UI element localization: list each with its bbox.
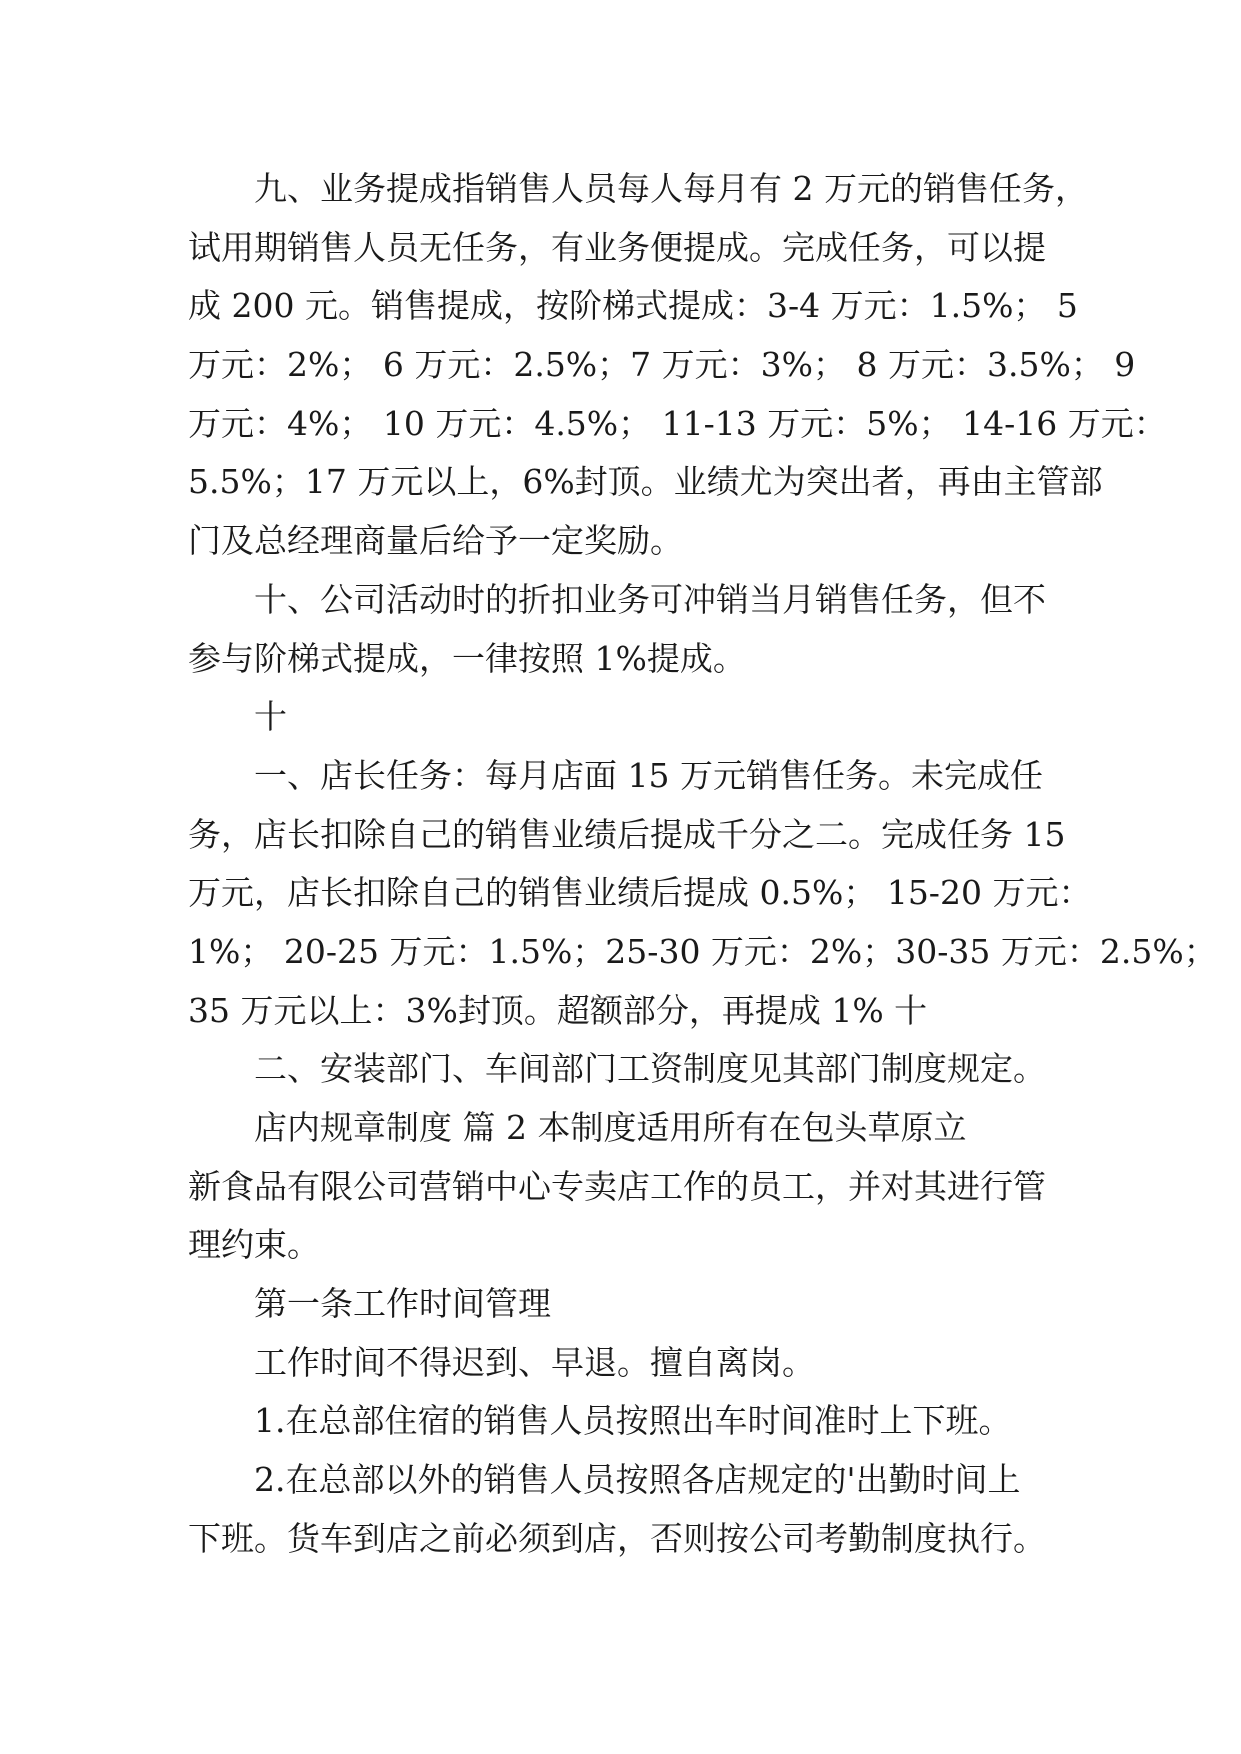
- paragraph-item-1: [188, 1392, 1088, 1451]
- paragraph-12: [188, 1040, 1088, 1099]
- text-line: 1.在总部住宿的销售人员按照出车时间准时上下班。: [254, 1401, 1012, 1441]
- text-line: 店内规章制度 篇 2 本制度适用所有在包头草原立: [254, 1108, 967, 1147]
- text-line: 万元：4%； 10 万元：4.5%； 11-13 万元：5%； 14-16 万元：: [188, 403, 1167, 443]
- text-line: 万元：2%； 6 万元：2.5%；7 万元：3%； 8 万元：3.5%； 9: [188, 345, 1136, 385]
- paragraph-work-time: [188, 1334, 1088, 1393]
- paragraph-section-2-intro: [188, 1099, 1088, 1275]
- text-line: 九、业务提成指销售人员每人每月有 2 万元的销售任务，: [254, 169, 1088, 208]
- text-line: 35 万元以上：3%封顶。超额部分，再提成 1% 十: [188, 990, 928, 1030]
- paragraph-11: [188, 747, 1217, 1040]
- text-line: 第一条工作时间管理: [254, 1284, 551, 1324]
- text-line: 2.在总部以外的销售人员按照各店规定的'出勤时间上: [254, 1460, 1021, 1500]
- text-line: 十、公司活动时的折扣业务可冲销当月销售任务，但不: [254, 579, 1046, 619]
- text-line: 十: [254, 697, 287, 737]
- text-line: 试用期销售人员无任务，有业务便提成。完成任务，可以提: [188, 227, 1046, 267]
- text-line: 1%； 20-25 万元：1.5%；25-30 万元：2%；30-35 万元：2.5%；: [188, 931, 1217, 971]
- paragraph-item-2: [188, 1451, 1088, 1568]
- paragraph-11-heading: [188, 688, 1088, 747]
- text-line: 下班。货车到店之前必须到店，否则按公司考勤制度执行。: [188, 1518, 1046, 1558]
- text-line: 门及总经理商量后给予一定奖励。: [188, 521, 683, 561]
- text-line: 5.5%；17 万元以上，6%封顶。业绩尤为突出者，再由主管部: [188, 462, 1103, 502]
- document-body: [188, 160, 1217, 1569]
- text-line: 万元，店长扣除自己的销售业绩后提成 0.5%； 15-20 万元：: [188, 873, 1092, 913]
- paragraph-10: [188, 571, 1088, 688]
- text-line: 参与阶梯式提成，一律按照 1%提成。: [188, 638, 746, 678]
- text-line: 理约束。: [188, 1225, 320, 1265]
- text-line: 务，店长扣除自己的销售业绩后提成千分之二。完成任务 15: [188, 814, 1066, 854]
- text-line: 工作时间不得迟到、早退。擅自离岗。: [254, 1342, 815, 1382]
- paragraph-9: [188, 160, 1167, 571]
- article-1-heading: [188, 1275, 1088, 1334]
- text-line: 一、店长任务：每月店面 15 万元销售任务。未完成任: [254, 755, 1043, 795]
- text-line: 新食品有限公司营销中心专卖店工作的员工，并对其进行管: [188, 1166, 1046, 1206]
- text-line: 二、安装部门、车间部门工资制度见其部门制度规定。: [254, 1049, 1046, 1089]
- text-line: 成 200 元。销售提成，按阶梯式提成：3-4 万元：1.5%； 5: [188, 286, 1078, 326]
